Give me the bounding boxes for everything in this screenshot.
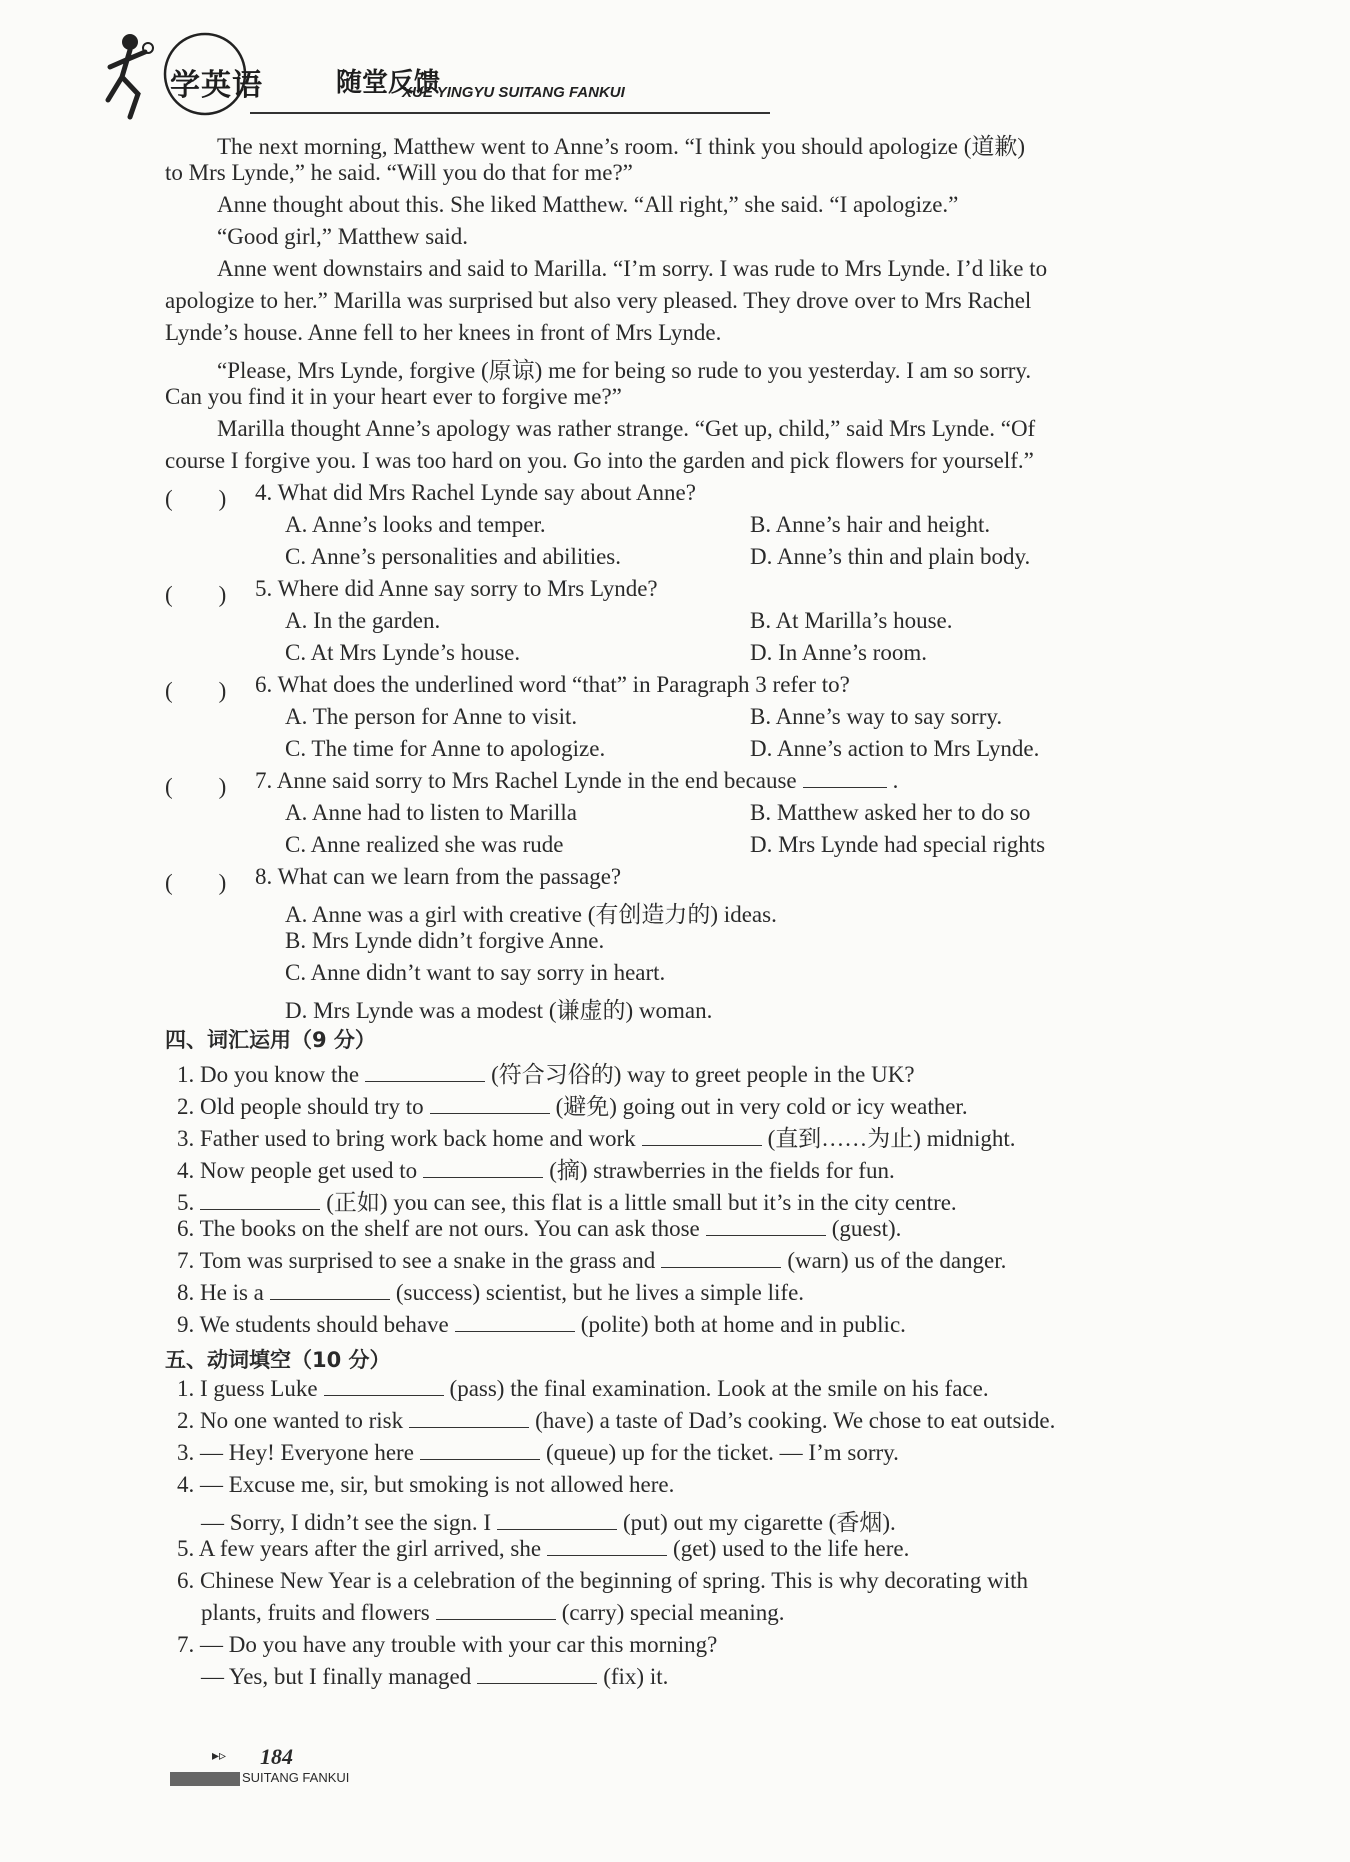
verb-item-6: 6. Chinese New Year is a celebration of the beginning of spring. This is why decorating with [177,1568,1029,1593]
vocab-item-4: 4. Now people get used to (摘) strawberries in the fields for fun. [177,1158,895,1183]
option-d: D. Anne’s thin and plain body. [750,544,1031,569]
footer-label: SUITANG FANKUI [242,1770,350,1785]
option-c: C. Anne realized she was rude [285,832,564,857]
page-number: 184 [260,1744,293,1769]
answer-paren[interactable]: ( ) [165,774,227,799]
passage-line: The next morning, Matthew went to Anne’s room. “I think you should apologize (道歉) [217,134,1026,159]
option-d: D. In Anne’s room. [750,640,927,665]
question-stem: 4. What did Mrs Rachel Lynde say about Anne? [255,480,696,505]
answer-blank[interactable] [642,1127,762,1146]
option-a: A. In the garden. [285,608,441,633]
verb-item-1: 1. I guess Luke (pass) the final examination. Look at the smile on his face. [177,1376,989,1401]
answer-blank[interactable] [365,1063,485,1082]
verb-item-4-reply: — Sorry, I didn’t see the sign. I (put) out my cigarette (香烟). [201,1510,896,1535]
vocab-item-3: 3. Father used to bring work back home and work (直到……为止) midnight. [177,1126,1016,1151]
passage-line: apologize to her.” Marilla was surprised but also very pleased. They drove over to Mrs Rachel [165,288,1032,313]
header-title: 学英语 [170,68,263,103]
question-stem: 5. Where did Anne say sorry to Mrs Lynde? [255,576,658,601]
page-footer [170,1740,470,1790]
option-a: A. The person for Anne to visit. [285,704,578,729]
footer-badge [170,1772,240,1786]
passage-line: Can you find it in your heart ever to forgive me?” [165,384,622,409]
header-pinyin: XUE YINGYU SUITANG FANKUI [402,84,625,101]
verb-item-6-cont: plants, fruits and flowers (carry) special meaning. [201,1600,785,1625]
answer-blank[interactable] [436,1601,556,1620]
verb-item-7: 7. — Do you have any trouble with your car this morning? [177,1632,718,1657]
section-heading-vocab: 四、词汇运用（9 分） [165,1028,376,1052]
answer-blank[interactable] [497,1511,617,1530]
header-logo [100,22,680,122]
vocab-item-7: 7. Tom was surprised to see a snake in the grass and (warn) us of the danger. [177,1248,1007,1273]
passage-line: course I forgive you. I was too hard on you. Go into the garden and pick flowers for yourself.” [165,448,1034,473]
option-c: C. Anne’s personalities and abilities. [285,544,622,569]
answer-blank[interactable] [423,1159,543,1178]
verb-item-2: 2. No one wanted to risk (have) a taste of Dad’s cooking. We chose to eat outside. [177,1408,1056,1433]
option-c: C. At Mrs Lynde’s house. [285,640,521,665]
verb-item-7-reply: — Yes, but I finally managed (fix) it. [201,1664,669,1689]
answer-paren[interactable]: ( ) [165,486,227,511]
answer-blank[interactable] [420,1441,540,1460]
vocab-item-1: 1. Do you know the (符合习俗的) way to greet people in the UK? [177,1062,915,1087]
option-a: A. Anne had to listen to Marilla [285,800,577,825]
vocab-item-6: 6. The books on the shelf are not ours. You can ask those (guest). [177,1216,902,1241]
passage-line: to Mrs Lynde,” he said. “Will you do that for me?” [165,160,633,185]
answer-paren[interactable]: ( ) [165,870,227,895]
answer-blank[interactable] [270,1281,390,1300]
answer-blank[interactable] [409,1409,529,1428]
option-b: B. At Marilla’s house. [750,608,953,633]
passage-line: Lynde’s house. Anne fell to her knees in front of Mrs Lynde. [165,320,722,345]
answer-blank[interactable] [706,1217,826,1236]
question-stem: 7. Anne said sorry to Mrs Rachel Lynde in the end because [255,768,797,793]
question-stem: 6. What does the underlined word “that” in Paragraph 3 refer to? [255,672,850,697]
arrow-icon: ▸▹ [212,1748,227,1764]
option-c: C. The time for Anne to apologize. [285,736,606,761]
vocab-item-8: 8. He is a (success) scientist, but he lives a simple life. [177,1280,805,1305]
answer-blank[interactable] [661,1249,781,1268]
passage-line: Anne went downstairs and said to Marilla. “I’m sorry. I was rude to Mrs Lynde. I’d like to [217,256,1048,281]
option-b: B. Anne’s hair and height. [750,512,991,537]
answer-blank[interactable] [324,1377,444,1396]
header-divider [250,112,770,114]
answer-blank[interactable] [455,1313,575,1332]
answer-blank[interactable] [547,1537,667,1556]
answer-paren[interactable]: ( ) [165,582,227,607]
verb-item-5: 5. A few years after the girl arrived, she (get) used to the life here. [177,1536,910,1561]
answer-blank[interactable] [200,1191,320,1210]
vocab-item-2: 2. Old people should try to (避免) going out in very cold or icy weather. [177,1094,968,1119]
worksheet-page: 学英语 随堂反馈 XUE YINGYU SUITANG FANKUI The next morning, Matthew went to Anne’s room. “I think you should apologize (道歉) to Mrs Lynde,” he said. “Will you do that for me?” Anne thought about this. She liked Matthew. “All right,” she said. “I apologize.” “Good girl,” Matthew said. Anne went downstairs and said to Marilla. “I’m sorry. I was rude to Mrs Lynde. I’d like to apologize to her.” Marilla was surprised but also very pleased. They drove over to Mrs Rachel Lynde’s house. Anne fell to her knees in front of Mrs Lynde. “Please, Mrs Lynde, forgive (原谅) me for being so rude to you yesterday. I am so sorry. Can you find it in your heart ever to forgive me?” Marilla thought Anne’s apology was rather strange. “Get up, child,” said Mrs Lynde. “Of course I forgive you. I was too hard on you. Go into the garden and pick flowers for yourself.” ( ) 4. What did Mrs Rachel Lynde say about Anne? A. Anne’s looks and temper. B. Anne’s hair and height. C. Anne’s personalities and abilities. D. Anne’s thin and plain body. ( ) 5. Where did Anne say sorry to Mrs Lynde? A. In the garden. B. At Marilla’s house. C. At Mrs Lynde’s house. D. In Anne’s room. ( ) 6. What does the underlined word “that” in Paragraph 3 refer to? A. The person for Anne to visit. B. Anne’s way to say sorry. C. The time for Anne to apologize. D. Anne’s action to Mrs Lynde. ( ) 7. Anne said sorry to Mrs Rachel Lynde in the end because . A. Anne had to listen to Marilla B. Matthew asked her to do so C. Anne realized she was rude D. Mrs Lynde had special rights ( ) 8. What can we learn from the passage? A. Anne was a girl with creative (有创造力的) ideas. B. Mrs Lynde didn’t forgive Anne. C. Anne didn’t want to say sorry in heart. D. Mrs Lynde was a modest (谦虚的) woman. 四、词汇运用（9 分） 1. Do you know the (符合习俗的) way to greet people in the UK? 2. Old people should try to (避免) going out in very cold or icy weather. 3. Father used to bring work back home and work (直到……为止) midnight. 4. Now people get used to (摘) strawberries in the fields for fun. 5. (正如) you can see, this flat is a little small but it’s in the city centre. 6. The books on the shelf are not ours. You can ask those (guest). 7. Tom was surprised to see a snake in the grass and (warn) us of the danger. 8. He is a (success) scientist, but he lives a simple life. 9. We students should behave (polite) both at home and in public. 五、动词填空（10 分） 1. I guess Luke (pass) the final examination. Look at the smile on his face. 2. No one wanted to risk (have) a taste of Dad’s cooking. We chose to eat outside. 3. — Hey! Everyone here (queue) up for the ticket. — I’m sorry. 4. — Excuse me, sir, but smoking is not allowed here. — Sorry, I didn’t see the sign. I (put) out my cigarette (香烟). 5. A few years after the girl arrived, she (get) used to the life here. 6. Chinese New Year is a celebration of the beginning of spring. This is why decorating with plants, fruits and flowers (carry) special meaning. 7. — Do you have any trouble with your car this morning? — Yes, but I finally managed (fix) it. ▸▹ 184 SUITANG FANKUI [0,0,1350,1862]
passage-line: “Please, Mrs Lynde, forgive (原谅) me for being so rude to you yesterday. I am so sorry. [217,358,1032,383]
option-b: B. Anne’s way to say sorry. [750,704,1003,729]
option-d: D. Anne’s action to Mrs Lynde. [750,736,1040,761]
verb-item-3: 3. — Hey! Everyone here (queue) up for the ticket. — I’m sorry. [177,1440,899,1465]
passage-line: Marilla thought Anne’s apology was rather strange. “Get up, child,” said Mrs Lynde. “Of [217,416,1036,441]
verb-item-4: 4. — Excuse me, sir, but smoking is not allowed here. [177,1472,675,1497]
answer-blank[interactable] [430,1095,550,1114]
answer-blank[interactable] [803,769,887,788]
passage-line: “Good girl,” Matthew said. [217,224,469,249]
answer-blank[interactable] [477,1665,597,1684]
vocab-item-5: 5. (正如) you can see, this flat is a little small but it’s in the city centre. [177,1190,957,1215]
header-subtitle: 随堂反馈 [336,68,441,98]
answer-paren[interactable]: ( ) [165,678,227,703]
vocab-item-9: 9. We students should behave (polite) both at home and in public. [177,1312,906,1337]
passage-line: Anne thought about this. She liked Matthew. “All right,” she said. “I apologize.” [217,192,959,217]
question-stem: 8. What can we learn from the passage? [255,864,622,889]
option-d: D. Mrs Lynde had special rights [750,832,1046,857]
option-b: B. Matthew asked her to do so [750,800,1031,825]
section-heading-verbs: 五、动词填空（10 分） [165,1348,391,1372]
option-a: A. Anne’s looks and temper. [285,512,546,537]
